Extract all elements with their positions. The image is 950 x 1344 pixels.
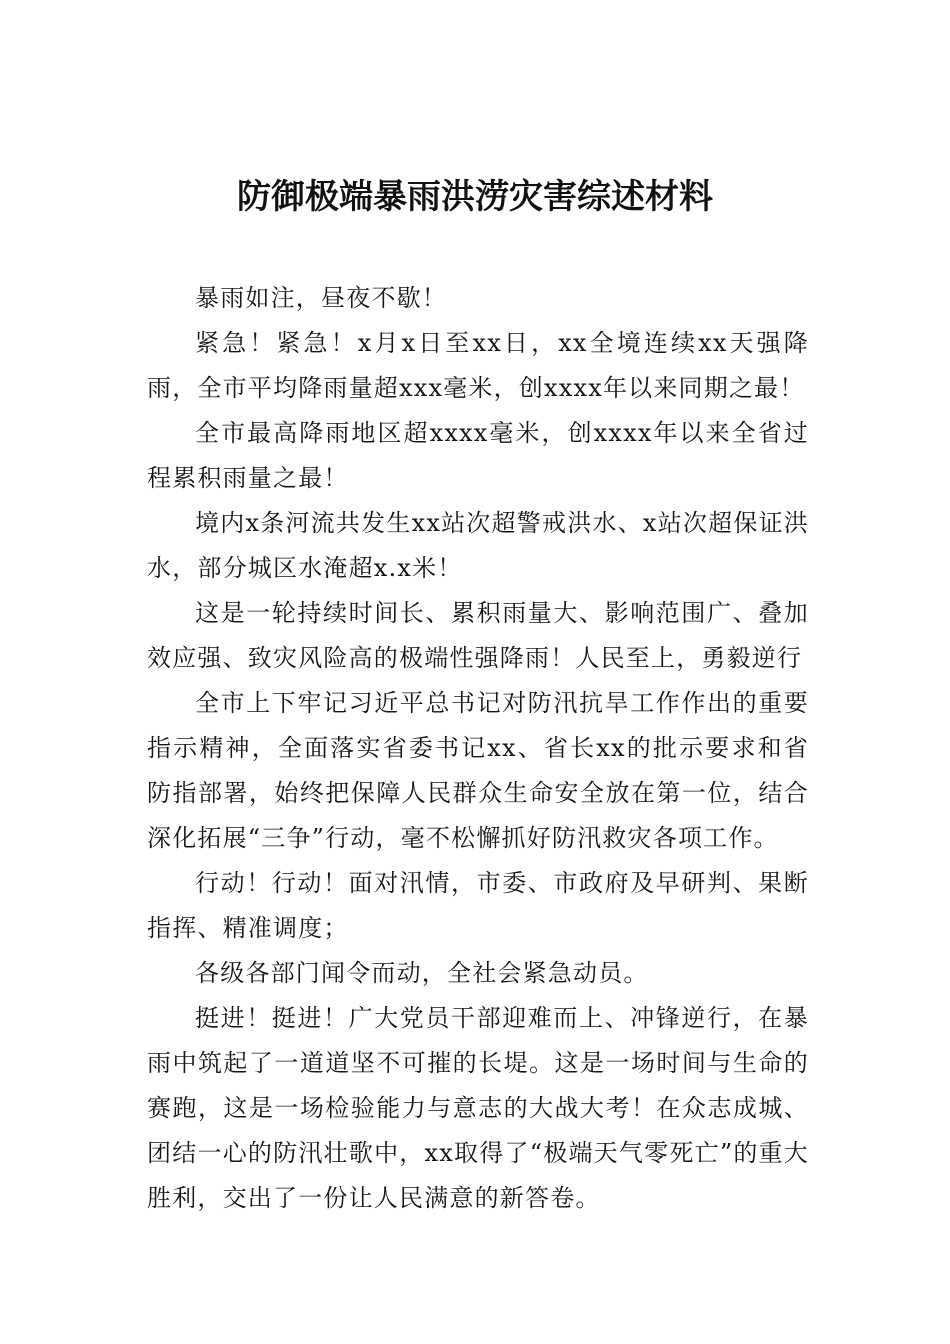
document-title: 防御极端暴雨洪涝灾害综述材料 (237, 177, 713, 217)
document-body (147, 276, 809, 1221)
paragraph: 紧急！紧急！x月x日至xx日，xx全境连续xx天强降雨，全市平均降雨量超xxx毫米，创xxxx年以来同期之最！ (147, 329, 809, 402)
paragraph: 挺进！挺进！广大党员干部迎难而上、冲锋逆行，在暴雨中筑起了一道道坚不可摧的长堤。这是一场时间与生命的赛跑，这是一场检验能力与意志的大战大考！在众志成城、团结一心的防汛壮歌中，xx取得了“极端天气零死亡”的重大胜利，交出了一份让人民满意的新答卷。 (147, 1004, 809, 1212)
paragraph: 行动！行动！面对汛情，市委、市政府及早研判、果断指挥、精准调度； (147, 869, 809, 942)
paragraph: 这是一轮持续时间长、累积雨量大、影响范围广、叠加效应强、致灾风险高的极端性强降雨！人民至上，勇毅逆行 (147, 599, 809, 672)
paragraph: 全市最高降雨地区超xxxx毫米，创xxxx年以来全省过程累积雨量之最！ (147, 419, 809, 492)
paragraph: 全市上下牢记习近平总书记对防汛抗旱工作作出的重要指示精神，全面落实省委书记xx、省长xx的批示要求和省防指部署，始终把保障人民群众生命安全放在第一位，结合深化拓展“三争”行动，毫不松懈抓好防汛救灾各项工作。 (147, 689, 809, 852)
paragraph: 暴雨如注，昼夜不歇！ (195, 284, 447, 312)
paragraph: 各级各部门闻令而动，全社会紧急动员。 (195, 959, 649, 987)
paragraph: 境内x条河流共发生xx站次超警戒洪水、x站次超保证洪水，部分城区水淹超x.x米！ (147, 509, 809, 582)
